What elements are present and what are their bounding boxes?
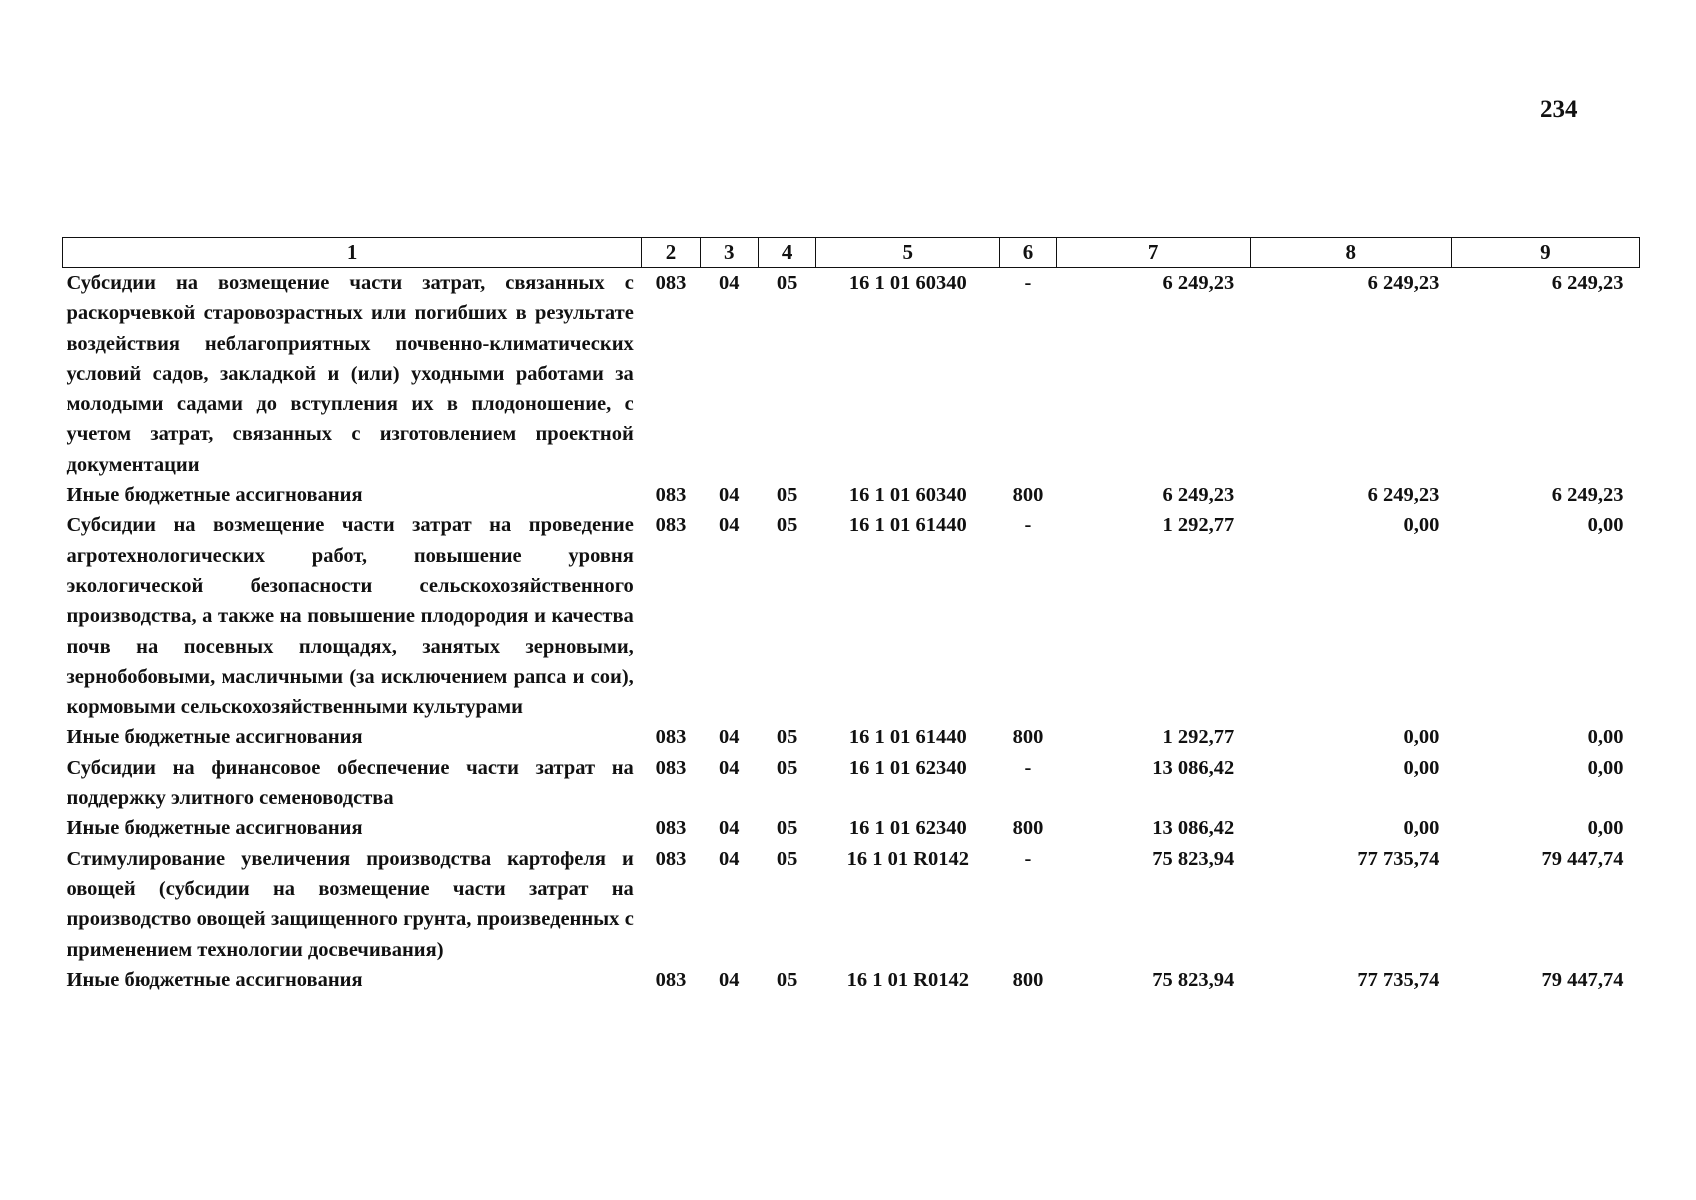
cell-ministry-code: 083 <box>655 484 687 507</box>
cell-amount-col8: 0,00 <box>1403 726 1440 749</box>
cell-ministry-code: 083 <box>655 514 687 537</box>
cell-amount-col8: 0,00 <box>1403 514 1440 537</box>
cell-amount-col8: 0,00 <box>1403 756 1440 779</box>
cell-amount-col7: 75 823,94 <box>1152 847 1235 870</box>
row-description: Стимулирование увеличения производства картофеля и овощей (субсидии на возмещение части затрат на производство овощей защищенного грунта, произведенных с применением технологии досвечивания) <box>66 847 634 961</box>
header-cell: 2 <box>642 238 700 268</box>
cell-amount-col8: 77 735,74 <box>1357 847 1440 870</box>
page-number: 234 <box>1540 96 1578 123</box>
cell-amount-col8: 77 735,74 <box>1357 968 1440 991</box>
cell-expense-type: 800 <box>1012 726 1044 749</box>
row-description: Иные бюджетные ассигнования <box>66 968 363 991</box>
cell-section: 04 <box>719 484 740 507</box>
cell-section: 04 <box>719 514 740 537</box>
cell-subsection: 05 <box>776 817 798 840</box>
cell-amount-col7: 75 823,94 <box>1152 968 1235 991</box>
cell-target-article: 16 1 01 62340 <box>848 756 967 779</box>
row-description: Субсидии на возмещение части затрат, связанных с раскорчевкой старовозрастных или погибших в результате воздействия неблагоприятных почвенно-климатических условий садов, закладкой и (или) уходными работами за молодыми садами до вступления их в плодоношение, с учетом затрат, связанных с изготовлением проектной документации <box>66 272 634 476</box>
table-row <box>63 813 1640 843</box>
cell-amount-col9: 6 249,23 <box>1551 484 1624 507</box>
cell-section: 04 <box>719 756 740 779</box>
cell-section: 04 <box>719 968 740 991</box>
row-description: Иные бюджетные ассигнования <box>66 726 363 749</box>
cell-amount-col9: 0,00 <box>1587 756 1624 779</box>
cell-target-article: 16 1 01 61440 <box>848 514 967 537</box>
cell-ministry-code: 083 <box>655 726 687 749</box>
cell-amount-col9: 79 447,74 <box>1541 847 1624 870</box>
cell-target-article: 16 1 01 60340 <box>848 484 967 507</box>
table-row <box>63 480 1640 510</box>
header-cell: 6 <box>1000 238 1056 268</box>
cell-expense-type: - <box>1024 756 1032 779</box>
cell-amount-col7: 1 292,77 <box>1162 514 1235 537</box>
cell-subsection: 05 <box>776 968 798 991</box>
cell-ministry-code: 083 <box>655 847 687 870</box>
table-row <box>63 722 1640 752</box>
table-row <box>63 844 1640 965</box>
cell-target-article: 16 1 01 60340 <box>848 272 967 294</box>
cell-amount-col8: 6 249,23 <box>1367 272 1440 294</box>
cell-amount-col8: 0,00 <box>1403 817 1440 840</box>
cell-ministry-code: 083 <box>655 756 687 779</box>
cell-amount-col7: 13 086,42 <box>1152 756 1235 779</box>
header-cell: 8 <box>1250 238 1451 268</box>
table-row <box>63 965 1640 995</box>
cell-amount-col7: 6 249,23 <box>1162 484 1235 507</box>
cell-expense-type: 800 <box>1012 817 1044 840</box>
cell-target-article: 16 1 01 62340 <box>848 817 967 840</box>
cell-amount-col9: 6 249,23 <box>1551 272 1624 294</box>
table-row <box>63 510 1640 722</box>
cell-amount-col8: 6 249,23 <box>1367 484 1440 507</box>
row-description: Субсидии на возмещение части затрат на проведение агротехнологических работ, повышение уровня экологической безопасности сельскохозяйственного производства, а также на повышение плодородия и качества почв на посевных площадях, занятых зерновыми, зернобобовыми, масличными (за исключением рапса и сои), кормовыми сельскохозяйственными культурами <box>66 514 634 719</box>
header-cell: 4 <box>758 238 815 268</box>
cell-amount-col9: 0,00 <box>1587 817 1624 840</box>
header-cell: 5 <box>816 238 1000 268</box>
cell-ministry-code: 083 <box>655 817 687 840</box>
cell-expense-type: - <box>1024 272 1032 294</box>
header-cell: 1 <box>63 238 642 268</box>
budget-table <box>62 237 1640 995</box>
cell-expense-type: - <box>1024 847 1032 870</box>
header-cell: 9 <box>1451 238 1639 268</box>
cell-subsection: 05 <box>776 484 798 507</box>
cell-subsection: 05 <box>776 272 798 294</box>
cell-subsection: 05 <box>776 847 798 870</box>
row-description: Иные бюджетные ассигнования <box>66 817 363 840</box>
cell-ministry-code: 083 <box>655 272 687 294</box>
table-header-row <box>63 238 1640 268</box>
cell-section: 04 <box>719 817 740 840</box>
cell-expense-type: 800 <box>1012 484 1044 507</box>
cell-subsection: 05 <box>776 726 798 749</box>
cell-expense-type: 800 <box>1012 968 1044 991</box>
table-row <box>63 753 1640 814</box>
cell-subsection: 05 <box>776 756 798 779</box>
cell-target-article: 16 1 01 R0142 <box>846 968 969 991</box>
cell-expense-type: - <box>1024 514 1032 537</box>
cell-amount-col9: 79 447,74 <box>1541 968 1624 991</box>
row-description: Субсидии на финансовое обеспечение части затрат на поддержку элитного семеноводства <box>66 756 634 810</box>
cell-target-article: 16 1 01 R0142 <box>846 847 969 870</box>
row-description: Иные бюджетные ассигнования <box>66 484 363 507</box>
cell-section: 04 <box>719 847 740 870</box>
table-row <box>63 268 1640 481</box>
cell-amount-col7: 6 249,23 <box>1162 272 1235 294</box>
cell-amount-col7: 1 292,77 <box>1162 726 1235 749</box>
cell-amount-col9: 0,00 <box>1587 514 1624 537</box>
cell-section: 04 <box>719 272 740 294</box>
cell-amount-col7: 13 086,42 <box>1152 817 1235 840</box>
cell-ministry-code: 083 <box>655 968 687 991</box>
cell-amount-col9: 0,00 <box>1587 726 1624 749</box>
header-cell: 7 <box>1056 238 1250 268</box>
header-cell: 3 <box>700 238 758 268</box>
cell-target-article: 16 1 01 61440 <box>848 726 967 749</box>
cell-section: 04 <box>719 726 740 749</box>
cell-subsection: 05 <box>776 514 798 537</box>
